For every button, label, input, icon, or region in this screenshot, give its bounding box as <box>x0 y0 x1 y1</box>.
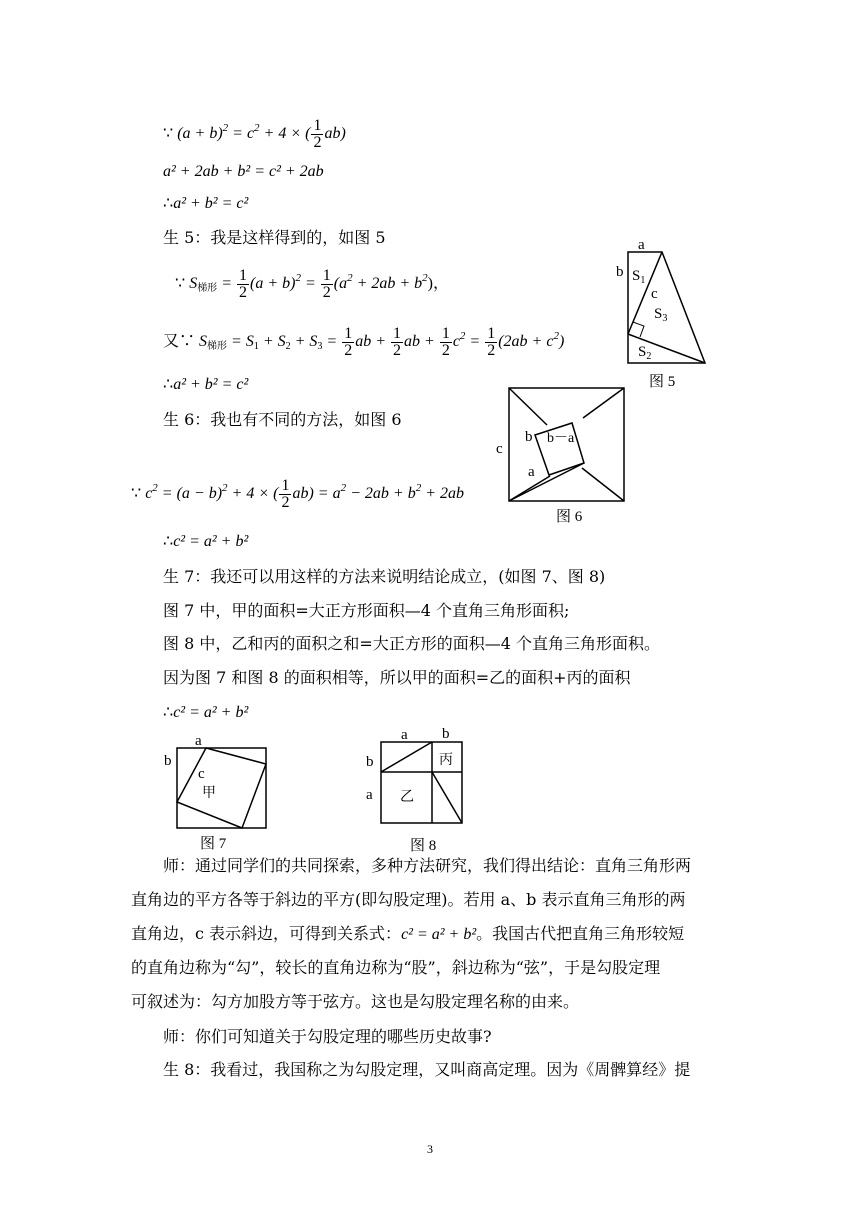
fig7-label-jia: 甲 <box>202 786 216 801</box>
teacher-para1-line5: 可叙述为：勾方加股方等于弦方。这也是勾股定理名称的由来。 <box>131 992 580 1011</box>
student7-line4: 因为图 7 和图 8 的面积相等，所以甲的面积=乙的面积+丙的面积 <box>163 668 631 687</box>
equation-3: ∴a² + b² = c² <box>163 195 249 212</box>
fig6-line-1 <box>509 388 547 425</box>
student6-conclusion: ∴c² = a² + b² <box>163 533 249 550</box>
fig6-label-a: a <box>528 464 535 480</box>
teacher-para1-line2: 直角边的平方各等于斜边的平方(即勾股定理)。若用 a、b 表示直角三角形的两 <box>131 890 686 909</box>
student6-equation: ∵ $c^2 = (a - b)^2 + 4$ × ( $\frac{1}{2}$ $ab) = a^2 - 2ab + b^2 + 2ab$ <box>131 477 464 511</box>
fig8-diag-2 <box>432 772 462 823</box>
fig7-caption: 图 7 <box>200 836 227 852</box>
fig5-label-s2: $S_2$ <box>638 344 652 362</box>
equation-1: ∵ $(a + b)^2 = c^2 + 4$ × ( $\frac{1}{2}$ ab) <box>163 117 346 151</box>
fig5-label-b: b <box>616 264 624 280</box>
page-number: 3 <box>427 1142 433 1156</box>
student5-conclusion: ∴a² + b² = c² <box>163 376 249 393</box>
student5-line2: 又∵ $S_{梯形} = S_1 + S_2 + S_3$ = $\frac{1}{2}$ ab + $\frac{1}{2}$ ab + $\frac{1}{2}$ $c^2$ = $\frac{1}{2}$ $(2ab + c^2)$ <box>163 325 565 359</box>
fig8-label-bing: 丙 <box>439 753 453 768</box>
figure-7 <box>158 730 278 854</box>
figure-8 <box>360 726 470 856</box>
student7-line1: 生 7：我还可以用这样的方法来说明结论成立，(如图 7、图 8) <box>163 567 606 586</box>
figure-6 <box>492 384 632 526</box>
fig6-line-2 <box>583 388 624 418</box>
fig5-caption: 图 5 <box>649 374 676 390</box>
teacher-para2: 师：你们可知道关于勾股定理的哪些历史故事? <box>163 1027 492 1046</box>
student6-text: 生 6：我也有不同的方法，如图 6 <box>163 410 402 429</box>
student7-line3: 图 8 中，乙和丙的面积之和=大正方形的面积—4 个直角三角形面积。 <box>163 634 661 653</box>
fig8-label-yi: 乙 <box>400 790 414 805</box>
fig6-label-b: b <box>525 429 533 445</box>
fig7-label-b: b <box>164 753 172 769</box>
fig7-label-c: c <box>198 766 205 782</box>
fig8-caption: 图 8 <box>410 838 437 854</box>
fig5-right-angle-mark <box>633 322 644 337</box>
teacher-para1-line3: 直角边，c 表示斜边，可得到关系式：c² = a² + b²。我国古代把直角三角形较短 <box>131 924 685 943</box>
fig8-label-a-left: a <box>366 787 373 803</box>
fig6-label-c: c <box>496 441 503 457</box>
student8-line1: 生 8：我看过，我国称之为勾股定理，又叫商高定理。因为《周髀算经》提 <box>163 1060 691 1079</box>
fig8-label-a-top: a <box>401 727 408 743</box>
student7-conclusion: ∴c² = a² + b² <box>163 704 249 721</box>
fig5-label-a: a <box>638 237 645 253</box>
fig6-line-3 <box>582 468 624 501</box>
student7-line2: 图 7 中，甲的面积=大正方形面积—4 个直角三角形面积; <box>163 601 570 620</box>
fig6-caption: 图 6 <box>556 509 583 525</box>
fig5-label-s3: $S_3$ <box>654 306 668 324</box>
fig8-label-b-top: b <box>442 726 450 742</box>
fig5-label-c: c <box>651 286 658 302</box>
fig8-diag-1 <box>381 742 432 772</box>
teacher-para1-line1: 师：通过同学们的共同探索，多种方法研究，我们得出结论：直角三角形两 <box>163 856 692 875</box>
fig7-inner-square <box>177 748 266 828</box>
fig6-label-bma: b－a <box>547 431 575 446</box>
fig8-label-b-left: b <box>366 754 374 770</box>
student5-text: 生 5：我是这样得到的，如图 5 <box>163 228 386 247</box>
fig5-label-s1: $S_1$ <box>632 268 646 286</box>
equation-2: a² + 2ab + b² = c² + 2ab <box>163 163 324 180</box>
teacher-para1-line4: 的直角边称为“勾”，较长的直角边称为“股”，斜边称为“弦”，于是勾股定理 <box>131 958 661 977</box>
student5-line1: ∵ $S_{梯形}$ = $\frac{1}{2}$ $(a + b)^2$ = $\frac{1}{2}$ $(a^2 + 2ab + b^2)$， <box>175 267 449 301</box>
figure-5 <box>612 236 712 392</box>
fig7-label-a: a <box>195 733 202 749</box>
